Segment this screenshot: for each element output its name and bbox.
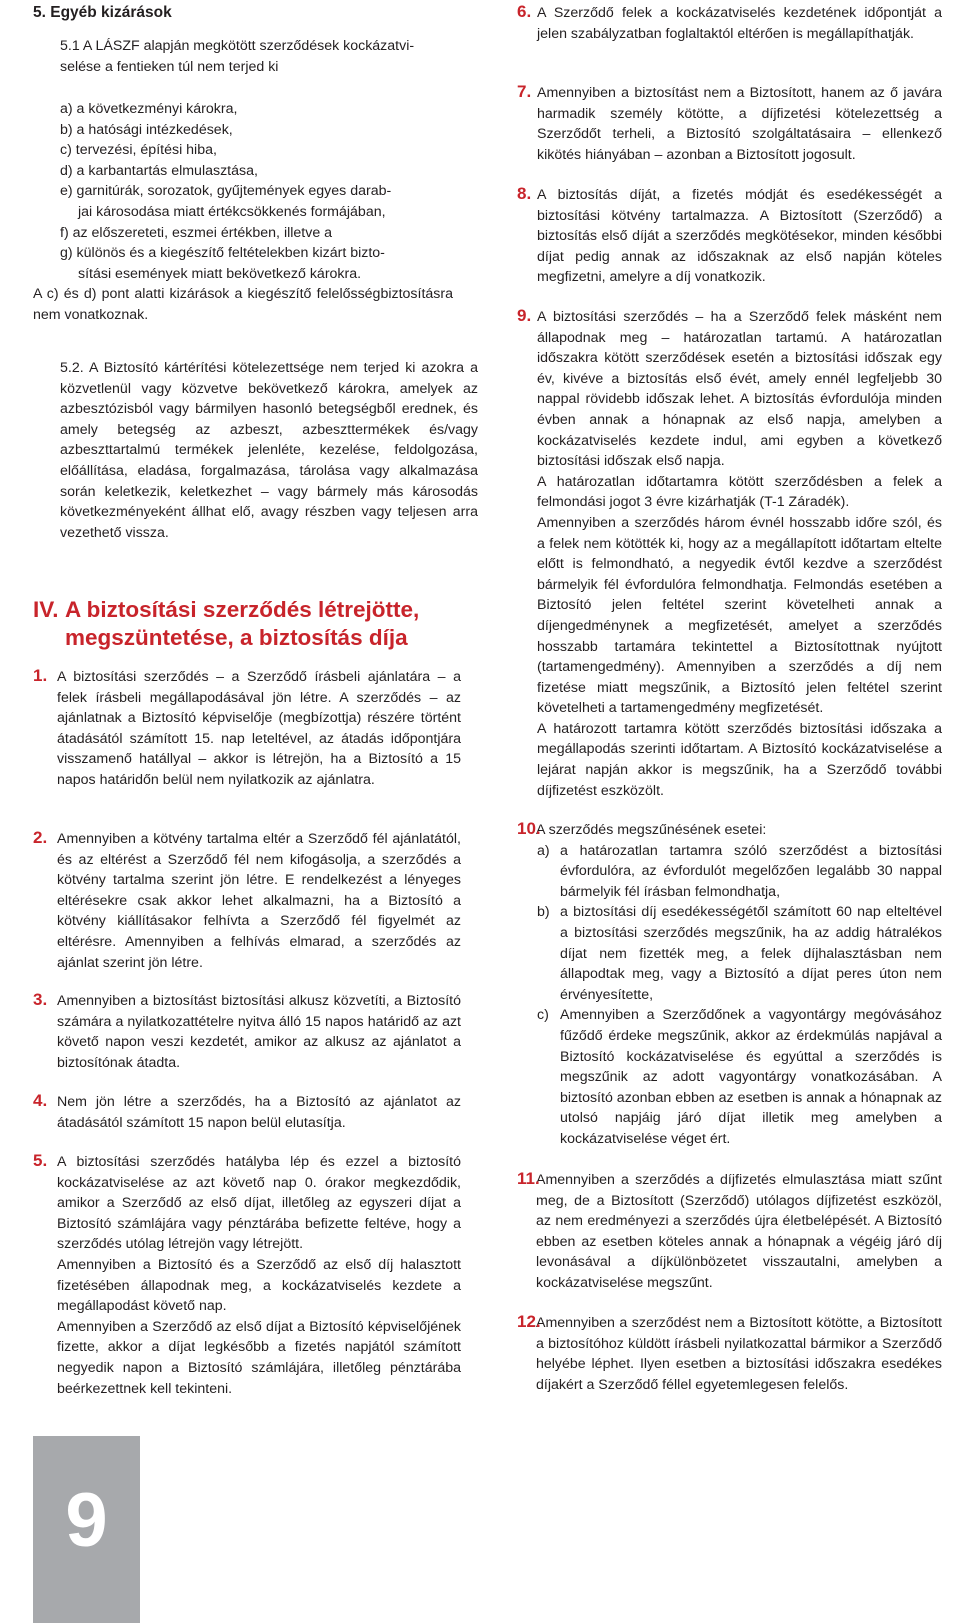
paragraph-label: 5.2. bbox=[60, 360, 84, 376]
paragraph-line: selése a fentieken túl nem terjed ki bbox=[60, 59, 279, 75]
sub-text: a határozatlan tartamra szóló szerződést a biztosítási évfordulóra, az évfordulót megelőzően legalább 30 nappal bármelyik fél írásban felmondhatja, bbox=[560, 842, 942, 900]
numbered-item bbox=[33, 829, 461, 973]
list-item: f) az előszereteti, eszmei értékben, illetve a bbox=[60, 224, 333, 241]
item-number: 4. bbox=[33, 1091, 48, 1110]
item-text: Amennyiben a szerződést nem a Biztosított kötötte, a Biztosított a biztosítóhoz küldött írásbeli nyilatkozattal bármikor a Szerződő helyébe léphet. Ilyen esetben a biztosítási időszakra esedékes díjakért a Szerződő féllel egyetemlegesen felelős. bbox=[536, 1315, 942, 1393]
numbered-item bbox=[33, 991, 461, 1073]
item-text: A határozott tartamra kötött szerződés biztosítási időszaka a megállapodás szerinti időtartam. A Biztosító kockázatviselése a lejárat napján akkor is megszűnik, ha a Szerződő további díjfizetést eszközölt. bbox=[537, 720, 942, 799]
paragraph-text: A Biztosító kártérítési kötelezettsége nem terjed ki azokra a közvetlenül vagy közvetve bekövetkező károkra, amelyek az azbesztózisból vagy bármilyen hasonló betegségből erednek, és amely betegség az azbeszt, azbeszttermékek és/vagy azbeszttartalmú termékek jelenléte, kezelése, feldolgozása, előállítása, eladása, forgalmazása, tárolása vagy alkalmazása során keletkezik, keletkezhet – vagy bármely más károsodás következményeként állhat elő, avagy részben vagy teljesen arra vezethető vissza. bbox=[60, 360, 478, 541]
item-number: 2. bbox=[33, 828, 48, 847]
numbered-item bbox=[517, 1170, 942, 1294]
chapter-number: IV. bbox=[33, 597, 59, 622]
sub-list-item bbox=[517, 1005, 942, 1149]
list-item: g) különös és a kiegészítő feltételekben kizárt bizto- bbox=[60, 245, 385, 262]
item-text: Nem jön létre a szerződés, ha a Biztosító az ajánlatot az átadásától számított 15 napon belül elutasítja. bbox=[57, 1094, 461, 1131]
item-text: Amennyiben a Biztosító és a Szerződő az első díj halasztott fizetésében állapodnak meg, a kockázatviselés kezdete a megállapodást követő nap. bbox=[57, 1256, 461, 1315]
item-text: Amennyiben a biztosítást biztosítási alkusz közvetíti, a Biztosító számára a nyilatkozattételre nyitva álló 15 napos határidő az azt követő napon veszi kezdetét, amikor az alkusz az ajánlatot a biztosítónak átadta. bbox=[57, 993, 461, 1071]
numbered-item bbox=[33, 1092, 461, 1133]
list-item: e) garnitúrák, sorozatok, gyűjtemények egyes darab- bbox=[60, 183, 392, 200]
item-number: 9. bbox=[517, 306, 532, 325]
item-number: 12. bbox=[517, 1312, 541, 1331]
list-item: jai károsodása miatt értékcsökkenés formájában, bbox=[78, 203, 386, 220]
item-number: 6. bbox=[517, 2, 532, 21]
item-text: A határozatlan időtartamra kötött szerződésben a felek a felmondási jogot 3 évre kizárhatják (T-1 Záradék). bbox=[537, 473, 942, 511]
item-text: A Szerződő felek a kockázatviselés kezdetének időpontját a jelen szabályzatban foglaltaktól eltérően is megállapíthatják. bbox=[537, 5, 942, 42]
page-number: 9 bbox=[65, 1478, 108, 1563]
item-number: 11. bbox=[517, 1169, 540, 1188]
item-number: 1. bbox=[33, 666, 48, 685]
paragraph-line: 5.1 A LÁSZF alapján megkötött szerződések kockázatvi- bbox=[60, 38, 415, 54]
sub-list-item bbox=[517, 902, 942, 1005]
item-number: 5. bbox=[33, 1151, 48, 1170]
numbered-item bbox=[517, 1313, 942, 1395]
sub-text: Amennyiben a Szerződőnek a vagyontárgy megóvásához fűződő érdeke megszűnik, akkor az érdekmúlás napjával a Biztosító kockázatviselése és egyúttal a szerződés is megszűnik az adott vagyontárgy vonatkozásában. A biztosító azonban ebben az esetben is annak a hónapnak az utolsó napjáig járó díjat illetik meg amelyben a kockázatviselése véget ért. bbox=[560, 1007, 942, 1147]
item-text: Amennyiben a szerződés három évnél hosszabb időre szól, és a felek nem kötötték ki, hogy az a megállapított időtartam eltelte előtt is felmondható, a negyedik évtől kezdve a szerződést bármelyik fél évfordulóra felmondhatja. Felmondás esetében a Biztosító jelen feltétel szerint követelheti annak a díjengedménynek a megfizetését, amelyet a szerződés hosszabb tartamára tekintettel a Biztosítottnak nyújtott (tartamengedmény). Amennyiben a szerződés a díj nem fizetése miatt megszűnik, a Biztosító jelen feltétel szerint követelheti a tartamengedmény megfizetését. bbox=[537, 514, 942, 717]
item-text: Amennyiben a szerződés a díjfizetés elmulasztása miatt szűnt meg, de a Biztosított (Szerződő) utólagos díjfizetést eszközöl, az nem eredményezi a szerződés újra életbelépését. A Biztosító ebben az esetben köteles annak a hónapnak a végéig járó díj levonásával a díjkülönbözetet visszautalni, amelyben a kockázatviselése megszűnt. bbox=[536, 1172, 942, 1291]
paragraph-5-1-intro-cont bbox=[60, 57, 478, 78]
list-item: d) a karbantartás elmulasztása, bbox=[60, 162, 258, 179]
item-text: A biztosítás díját, a fizetés módját és esedékességét a biztosítási kötvény tartalmazza. A Biztosított (Szerződő) a biztosítás első díját a szerződés megkötésekor, minden későbbi díjat pedig annak az időszaknak az első napján köteles megfizetni, amelyre a díj vonatkozik. bbox=[537, 187, 942, 286]
list-item: sítási események miatt bekövetkező károkra. bbox=[78, 265, 362, 282]
numbered-item bbox=[33, 667, 461, 791]
numbered-item bbox=[517, 3, 942, 44]
item-text: Amennyiben a biztosítást nem a Biztosított, hanem az ő javára harmadik személy kötötte, a díjfizetési kötelezettség a Szerződőt terheli, a Biztosító szolgáltatásaira – ellenkező kikötés hiányában – azonban a Biztosított jogosult. bbox=[537, 85, 942, 163]
page-number-box bbox=[33, 1436, 140, 1623]
list-item: a) a következményi károkra, bbox=[60, 101, 238, 117]
sub-list-item bbox=[517, 841, 942, 903]
chapter-title: A biztosítási szerződés létrejötte, megszüntetése, a biztosítás díja bbox=[65, 597, 420, 650]
item-text: A biztosítási szerződés – ha a Szerződő felek másként nem állapodnak meg – határozatlan tartamú. A határozatlan időszakra kötött szerződések esetén a biztosítási időszak egy év, kivéve a biztosítás első évét, amely ennél legfeljebb 30 nappal rövidebb időszak lehet. A biztosítás évfordulója minden évben annak a hónapnak az első napja, amelyben a kockázatviselés kezdete indul, ami egyben a következő biztosítási időszak első napja. bbox=[537, 309, 942, 470]
numbered-item bbox=[517, 307, 942, 801]
sub-label: c) bbox=[537, 1007, 549, 1024]
exclusion-list bbox=[60, 99, 478, 284]
item-number: 8. bbox=[517, 184, 532, 203]
sub-label: b) bbox=[537, 904, 550, 921]
numbered-item bbox=[517, 185, 942, 288]
item-text: A szerződés megszűnésének esetei: bbox=[536, 822, 767, 838]
item-text: A biztosítási szerződés – a Szerződő írásbeli ajánlatára – a felek írásbeli megállapodásával jön létre. A szerződés – az ajánlatnak a Biztosító képviselője (megbízottja) részére történt átadásától számított 15. nap leteltével, az átadás időpontjára visszamenő hatállyal – akkor is létrejön, ha a Biztosító a 15 napos határidőn belül nem nyilatkozik az ajánlatra. bbox=[57, 669, 461, 788]
section-5-title: 5. Egyéb kizárások bbox=[33, 4, 172, 21]
item-text: Amennyiben a Szerződő az első díjat a Biztosító képviselőjének fizette, akkor a díjat legkésőbb a fizetés napjától számított negyedik napon a Biztosító számlájára, illetőleg pénztárába beérkezettnek kell tekinteni. bbox=[57, 1318, 461, 1397]
sub-label: a) bbox=[537, 842, 550, 859]
item-text: A biztosítási szerződés hatályba lép és ezzel a biztosító kockázatviselése az azt követő nap 0. órakor megkezdődik, amikor a Szerződő az első díjat, illetőleg az egyszeri díjat a Biztosító számlájára vagy pénztárába befizette feltéve, hogy a szerződés utólag létrejön vagy létrejött. bbox=[57, 1154, 461, 1253]
list-item: c) tervezési, építési hiba, bbox=[60, 142, 217, 159]
item-text: Amennyiben a kötvény tartalma eltér a Szerződő fél ajánlatától, és az eltérést a Szerződő fél nem kifogásolja, a szerződés a kötvény tartalma szerint jön létre. E rendelkezést a lényeges eltérésekre csak akkor lehet alkalmazni, ha a Biztosító a kötvény kiállításakor felhívta a Szerződő fél figyelmét az eltérésre. Amennyiben a felhívás elmarad, a szerződés az ajánlat szerint jön létre. bbox=[57, 831, 461, 971]
exclusion-note: A c) és d) pont alatti kizárások a kiegészítő felelősségbiztosításra nem vonatkoznak. bbox=[33, 286, 453, 323]
numbered-item bbox=[33, 1152, 461, 1399]
numbered-item bbox=[517, 820, 942, 1150]
list-item: b) a hatósági intézkedések, bbox=[60, 121, 233, 138]
paragraph-5-2 bbox=[60, 358, 478, 543]
sub-text: a biztosítási díj esedékességétől számított 60 nap elteltével a biztosítási szerződés megszűnik, ha az addig hátralékos díjat nem fizették meg, a felek díjhalasztásban nem állapodtak meg, vagy a Biztosító a díjat peres úton nem érvényesítette, bbox=[560, 904, 942, 1003]
item-number: 3. bbox=[33, 990, 48, 1009]
paragraph-5-1-intro bbox=[60, 36, 478, 57]
item-number: 10. bbox=[517, 819, 541, 838]
item-number: 7. bbox=[517, 82, 532, 101]
numbered-item bbox=[517, 83, 942, 165]
